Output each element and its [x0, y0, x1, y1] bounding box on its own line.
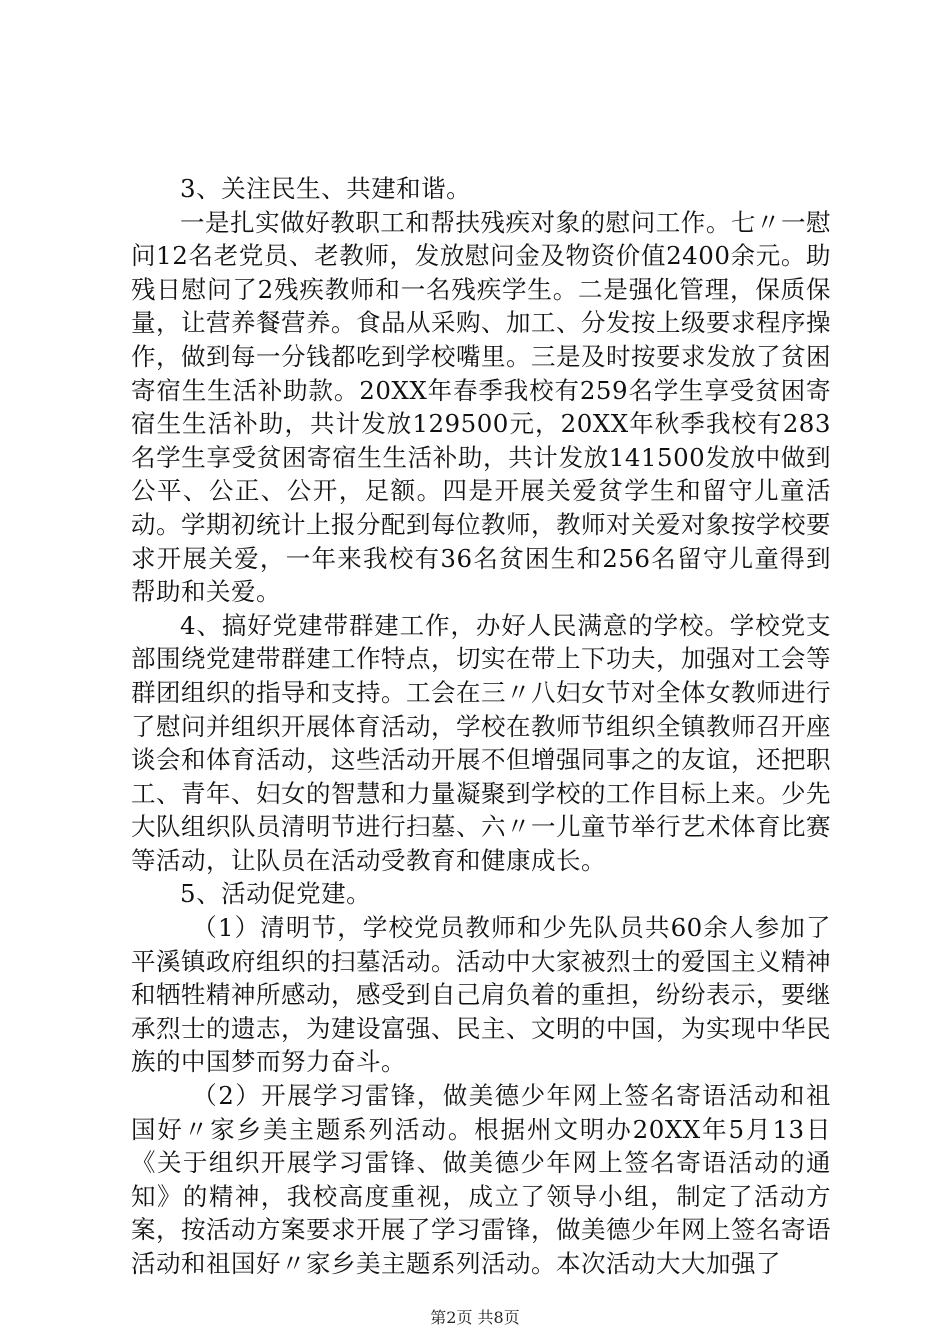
page-number-footer: 第2页 共8页: [430, 1308, 520, 1327]
paragraph-care-work: 一是扎实做好教职工和帮扶残疾对象的慰问工作。七〃一慰问12名老党员、老教师，发放慰问金及物资价值2400余元。助残日慰问了2残疾教师和一名残疾学生。二是强化管理，保质保量，让营养餐营养。食品从采购、加工、分发按上级要求程序操作，做到每一分钱都吃到学校嘴里。三是及时按要求发放了贫困寄宿生生活补助款。20XX年春季我校有259名学生享受贫困寄宿生生活补助，共计发放129500元，20XX年秋季我校有283名学生享受贫困寄宿生生活补助，共计发放141500发放中做到公平、公正、公开，足额。四是开展关爱贫学生和留守儿童活动。学期初统计上报分配到每位教师，教师对关爱对象按学校要求开展关爱，一年来我校有36名贫困生和256名留守儿童得到帮助和关爱。: [131, 207, 831, 607]
document-body: [131, 172, 831, 1281]
paragraph-party-building: 4、搞好党建带群建工作，办好人民满意的学校。学校党支部围绕党建带群建工作特点，切实在带上下功夫，加强对工会等群团组织的指导和支持。工会在三〃八妇女节对全体女教师进行了慰问并组织开展体育活动，学校在教师节组织全镇教师召开座谈会和体育活动，这些活动开展不但增强同事之的友谊，还把职工、青年、妇女的智慧和力量凝聚到学校的工作目标上来。少先大队组织队员清明节进行扫墓、六〃一儿童节举行艺术体育比赛等活动，让队员在活动受教育和健康成长。: [131, 610, 831, 875]
section-heading-5: 5、活动促党建。: [180, 879, 372, 909]
paragraph-lei-feng: （2）开展学习雷锋，做美德少年网上签名寄语活动和祖国好〃家乡美主题系列活动。根据州文明办20XX年5月13日《关于组织开展学习雷锋、做美德少年网上签名寄语活动的通知》的精神，我校高度重视，成立了领导小组，制定了活动方案，按活动方案要求开展了学习雷锋，做美德少年网上签名寄语活动和祖国好〃家乡美主题系列活动。本次活动大大加强了: [131, 1081, 831, 1278]
paragraph-qingming: （1）清明节，学校党员教师和少先队员共60余人参加了平溪镇政府组织的扫墓活动。活动中大家被烈士的爱国主义精神和牺牲精神所感动，感受到自己肩负着的重担，纷纷表示，要继承烈士的遗志，为建设富强、民主、文明的中国，为实现中华民族的中国梦而努力奋斗。: [131, 913, 831, 1077]
section-heading-3: 3、关注民生、共建和谐。: [180, 174, 472, 203]
